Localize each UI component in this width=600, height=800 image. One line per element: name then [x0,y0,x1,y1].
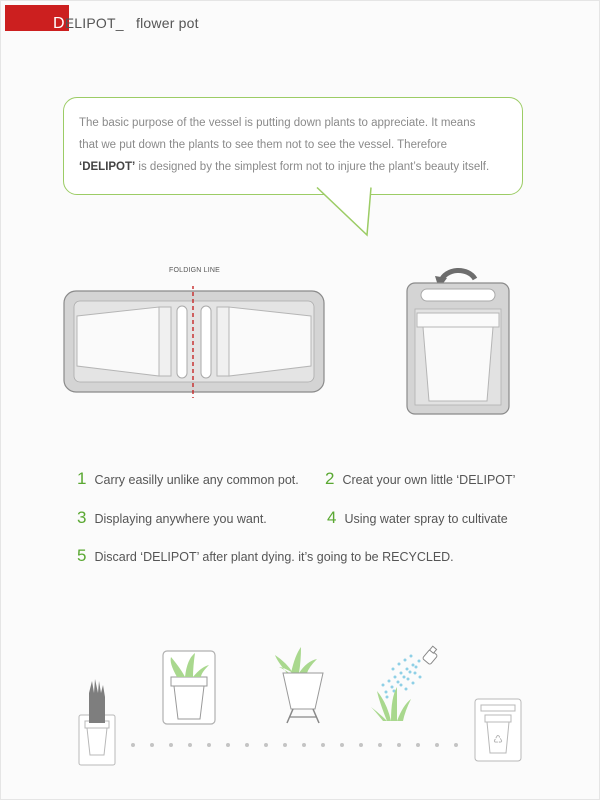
pot-on-stand-icon [275,647,323,723]
hand-icon [79,679,115,765]
step-5-number: 5 [77,546,87,565]
svg-text:♺: ♺ [493,733,503,746]
intro-line-3-rest: is designed by the simplest form not to injure the plant’s beauty itself. [135,161,490,173]
intro-brand: ‘DELIPOT’ [79,161,136,173]
step-4 [327,508,508,528]
title-rest: ELIPOT_ [64,15,124,31]
step-1-number: 1 [77,469,87,488]
folding-line-label: FOLDIGN LINE [169,267,221,274]
pot-in-frame-icon [163,651,215,724]
step-3 [77,508,267,528]
step-4-number: 4 [327,508,337,527]
bubble-tail [301,187,381,239]
intro-line-1: The basic purpose of the vessel is putting down plants to appreciate. It means [79,117,476,129]
usage-illustration-row [61,641,541,771]
flat-pattern-diagram [61,286,327,401]
step-4-text: Using water spray to cultivate [344,512,508,526]
intro-line-2: that we put down the plants to see them not to see the vessel. Therefore [79,139,448,151]
title-initial: D [53,15,65,32]
step-2-text: Creat your own little ‘DELIPOT’ [342,473,516,487]
dotted-path [131,743,458,747]
step-1 [77,469,299,489]
step-1-text: Carry easilly unlike any common pot. [94,473,299,487]
step-5-text: Discard ‘DELIPOT’ after plant dying. it’s going to be RECYCLED. [94,550,454,564]
step-5 [77,546,454,566]
water-spray-icon [371,646,438,721]
step-3-text: Displaying anywhere you want. [94,512,267,526]
recycle-bin-icon [475,699,521,761]
title-subtitle: flower pot [136,15,199,31]
step-2-number: 2 [325,469,335,488]
folded-pot-diagram [401,263,516,418]
step-2 [325,469,515,489]
page-title [53,15,199,33]
intro-line-3 [79,156,514,178]
intro-text [79,112,514,178]
step-3-number: 3 [77,508,87,527]
